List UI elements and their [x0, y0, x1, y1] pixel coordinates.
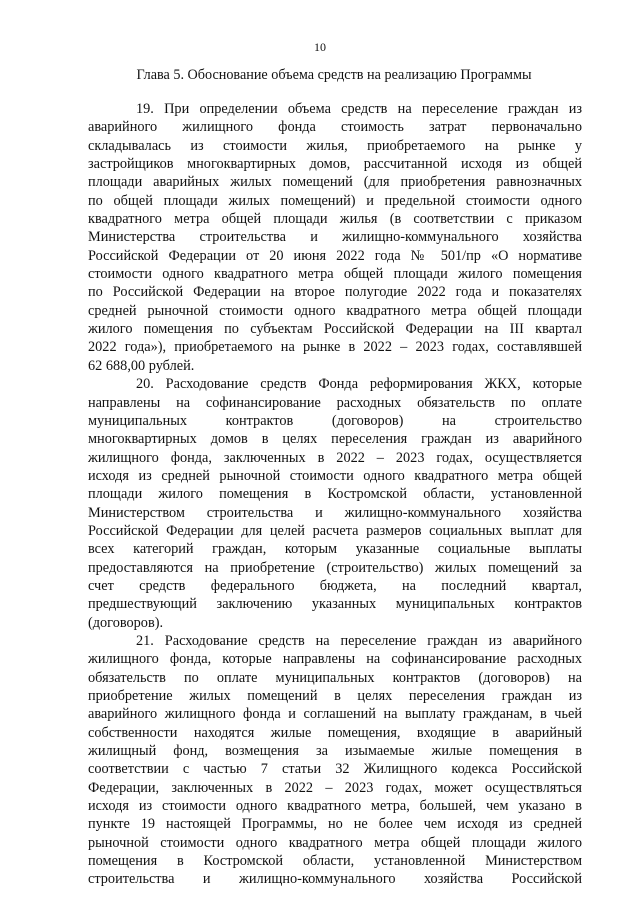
text-line: по общей площади жилых помещений) и предельной стоимости одного [88, 192, 582, 209]
text-line: приобретение жилых помещений в целях переселения граждан из [88, 688, 582, 704]
text-line: предшествующий заключению указанных муниципальных контрактов [88, 596, 582, 613]
text-line: Российской Федерации для целей расчета размеров социальных выплат для [88, 522, 582, 539]
text-line: средней рыночной стоимости одного квадратного метра общей площади [88, 302, 582, 319]
text-line: по Российской Федерации на второе полугодие 2022 года и показателях [88, 284, 582, 301]
text-line: исходя из средней рыночной стоимости одного квадратного метра общей [88, 467, 582, 484]
text-line: 19. При определении объема средств на переселение граждан из [136, 101, 582, 117]
paragraph-19 [88, 100, 582, 375]
text-line: направлены на софинансирование расходных обязательств по оплате [88, 394, 582, 411]
chapter-title: Глава 5. Обоснование объема средств на реализацию Программы [136, 67, 532, 83]
text-line: Федерации, заключенных в 2022 – 2023 годах, может осуществляться [88, 779, 582, 796]
text-line: (договоров). [88, 614, 164, 631]
text-line: жилого помещения по субъектам Российской Федерации на III квартал [88, 321, 582, 338]
text-line: обязательств по оплате муниципальных контрактов (договоров) на [88, 669, 582, 686]
text-line: 62 688,00 рублей. [88, 357, 195, 374]
text-line: стоимости одного квадратного метра общей площади жилого помещения [88, 266, 582, 283]
text-line: складывалась из стоимости жилья, приобретаемого на рынке у [88, 137, 582, 154]
paragraph-21 [88, 632, 582, 889]
text-line: жилищный фонд, возмещения за изымаемые жилые помещения в [88, 743, 582, 760]
text-line: площади жилого помещения в Костромской области, установленной [88, 486, 582, 503]
text-line: муниципальных контрактов (договоров) на строительство [88, 412, 582, 429]
text-line: 21. Расходование средств на переселение граждан из аварийного [136, 632, 582, 649]
text-line: Министерством строительства и жилищно-коммунального хозяйства [88, 504, 582, 521]
text-line: рыночной стоимости одного квадратного метра общей площади жилого [88, 834, 582, 851]
text-line: собственности находятся жилые помещения, входящие в аварийный [88, 724, 582, 741]
text-line: предоставляются на приобретение (строительство) жилых помещений за [88, 559, 582, 576]
text-line: квадратного метра общей площади жилья (в соответствии с приказом [88, 211, 582, 228]
text-line: Российской Федерации от 20 июня 2022 года № 501/пр «О нормативе [88, 247, 582, 264]
text-line: жилищного фонда, которые направлены на софинансирование расходных [88, 651, 582, 668]
text-line: помещения в Костромской области, установленной Министерством [88, 853, 582, 870]
text-line: счет средств федерального бюджета, на последний квартал, [88, 577, 582, 594]
text-line: Министерства строительства и жилищно-коммунального хозяйства [88, 229, 582, 246]
text-line: площади аварийных жилых помещений (для приобретения равнозначных [88, 174, 582, 191]
text-line: пункте 19 настоящей Программы, но не более чем исходя из средней [88, 816, 582, 833]
paragraph-20 [88, 375, 582, 632]
text-line: строительства и жилищно-коммунального хозяйства Российской [88, 871, 582, 888]
text-line: застройщиков многоквартирных домов, рассчитанной исходя из общей [88, 156, 582, 173]
text-line: 20. Расходование средств Фонда реформирования ЖКХ, которые [136, 376, 582, 393]
page-number: 10 [314, 40, 326, 54]
text-line: всех категорий граждан, которым указанные социальные выплаты [88, 541, 582, 558]
text-line: 2022 года»), приобретаемого на рынке в 2022 – 2023 годах, составлявшей [88, 339, 582, 356]
text-line: жилищного фонда, заключенных в 2022 – 2023 годах, осуществляется [88, 449, 582, 466]
text-line: аварийного жилищного фонда и соглашений на выплату гражданам, в чьей [88, 706, 582, 723]
body-text [88, 100, 582, 889]
text-line: соответствии с частью 7 статьи 32 Жилищного кодекса Российской [88, 761, 582, 778]
text-line: исходя из стоимости одного квадратного метра, большей, чем указано в [88, 798, 582, 815]
text-line: аварийного жилищного фонда стоимость затрат первоначально [88, 119, 582, 136]
text-line: многоквартирных домов в целях переселения граждан из аварийного [88, 431, 582, 448]
